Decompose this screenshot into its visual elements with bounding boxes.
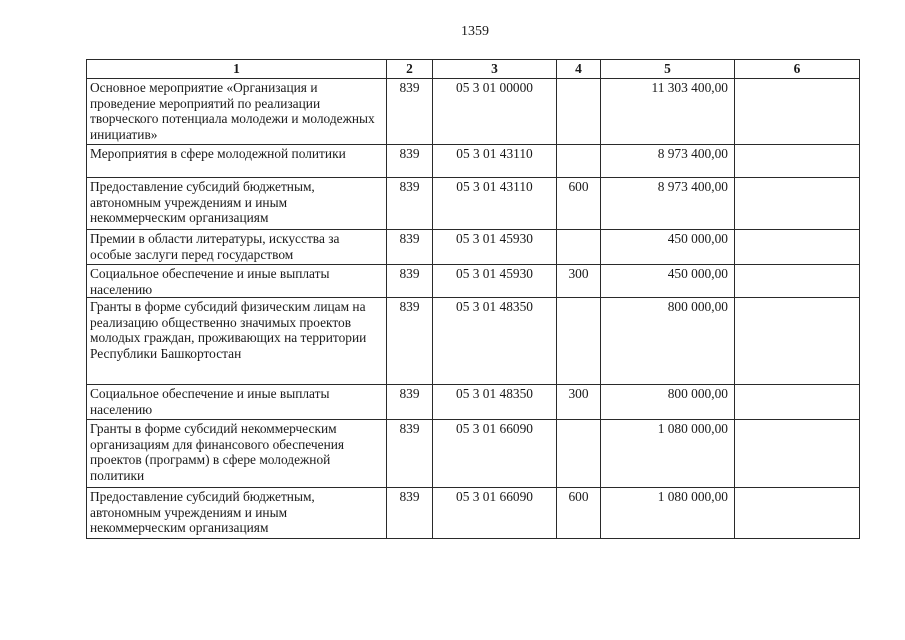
row-code-cell: 839 [387, 385, 433, 420]
row-classification-cell: 05 3 01 43110 [433, 145, 557, 178]
row-classification-cell: 05 3 01 66090 [433, 420, 557, 488]
row-expense-type-cell: 600 [557, 488, 601, 539]
table-row [87, 420, 860, 488]
row-amount-cell: 8 973 400,00 [601, 178, 735, 230]
row-amount-cell: 1 080 000,00 [601, 488, 735, 539]
table-header-row [87, 60, 860, 79]
table-row [87, 178, 860, 230]
row-extra-cell [735, 385, 860, 420]
column-header: 2 [387, 60, 433, 79]
column-header: 1 [87, 60, 387, 79]
row-amount-cell: 800 000,00 [601, 298, 735, 385]
row-amount-cell: 8 973 400,00 [601, 145, 735, 178]
row-name-cell: Предоставление субсидий бюджетным, автономным учреждениям и иным некоммерческим организациям [87, 488, 387, 539]
row-amount-cell: 800 000,00 [601, 385, 735, 420]
row-extra-cell [735, 298, 860, 385]
row-code-cell: 839 [387, 145, 433, 178]
column-header: 3 [433, 60, 557, 79]
table-row [87, 265, 860, 298]
row-name-cell: Социальное обеспечение и иные выплаты населению [87, 385, 387, 420]
column-header: 4 [557, 60, 601, 79]
row-classification-cell: 05 3 01 43110 [433, 178, 557, 230]
row-expense-type-cell [557, 230, 601, 265]
row-extra-cell [735, 145, 860, 178]
table-row [87, 145, 860, 178]
table-row [87, 488, 860, 539]
budget-table [86, 59, 860, 539]
row-code-cell: 839 [387, 420, 433, 488]
row-amount-cell: 11 303 400,00 [601, 79, 735, 145]
row-classification-cell: 05 3 01 48350 [433, 298, 557, 385]
row-expense-type-cell [557, 79, 601, 145]
row-amount-cell: 1 080 000,00 [601, 420, 735, 488]
table-row [87, 298, 860, 385]
row-classification-cell: 05 3 01 66090 [433, 488, 557, 539]
row-name-cell: Гранты в форме субсидий некоммерческим организациям для финансового обеспечения проектов (программ) в сфере молодежной политики [87, 420, 387, 488]
row-extra-cell [735, 230, 860, 265]
row-expense-type-cell [557, 298, 601, 385]
row-extra-cell [735, 265, 860, 298]
row-expense-type-cell [557, 420, 601, 488]
row-code-cell: 839 [387, 178, 433, 230]
row-classification-cell: 05 3 01 48350 [433, 385, 557, 420]
table-row [87, 79, 860, 145]
row-amount-cell: 450 000,00 [601, 230, 735, 265]
row-name-cell: Гранты в форме субсидий физическим лицам на реализацию общественно значимых проектов молодых граждан, проживающих на территории Республики Башкортостан [87, 298, 387, 385]
row-code-cell: 839 [387, 298, 433, 385]
row-name-cell: Предоставление субсидий бюджетным, автономным учреждениям и иным некоммерческим организациям [87, 178, 387, 230]
row-name-cell: Мероприятия в сфере молодежной политики [87, 145, 387, 178]
table-row [87, 385, 860, 420]
row-extra-cell [735, 79, 860, 145]
row-name-cell: Основное мероприятие «Организация и проведение мероприятий по реализации творческого потенциала молодежи и молодежных инициатив» [87, 79, 387, 145]
column-header: 6 [735, 60, 860, 79]
row-classification-cell: 05 3 01 00000 [433, 79, 557, 145]
row-code-cell: 839 [387, 79, 433, 145]
row-code-cell: 839 [387, 265, 433, 298]
row-expense-type-cell: 300 [557, 385, 601, 420]
row-code-cell: 839 [387, 488, 433, 539]
page-number: 1359 [461, 24, 489, 39]
row-extra-cell [735, 178, 860, 230]
row-expense-type-cell [557, 145, 601, 178]
column-header: 5 [601, 60, 735, 79]
row-classification-cell: 05 3 01 45930 [433, 265, 557, 298]
row-name-cell: Премии в области литературы, искусства за особые заслуги перед государством [87, 230, 387, 265]
row-expense-type-cell: 600 [557, 178, 601, 230]
table-row [87, 230, 860, 265]
row-extra-cell [735, 488, 860, 539]
row-code-cell: 839 [387, 230, 433, 265]
row-extra-cell [735, 420, 860, 488]
row-classification-cell: 05 3 01 45930 [433, 230, 557, 265]
row-expense-type-cell: 300 [557, 265, 601, 298]
row-amount-cell: 450 000,00 [601, 265, 735, 298]
row-name-cell: Социальное обеспечение и иные выплаты населению [87, 265, 387, 298]
